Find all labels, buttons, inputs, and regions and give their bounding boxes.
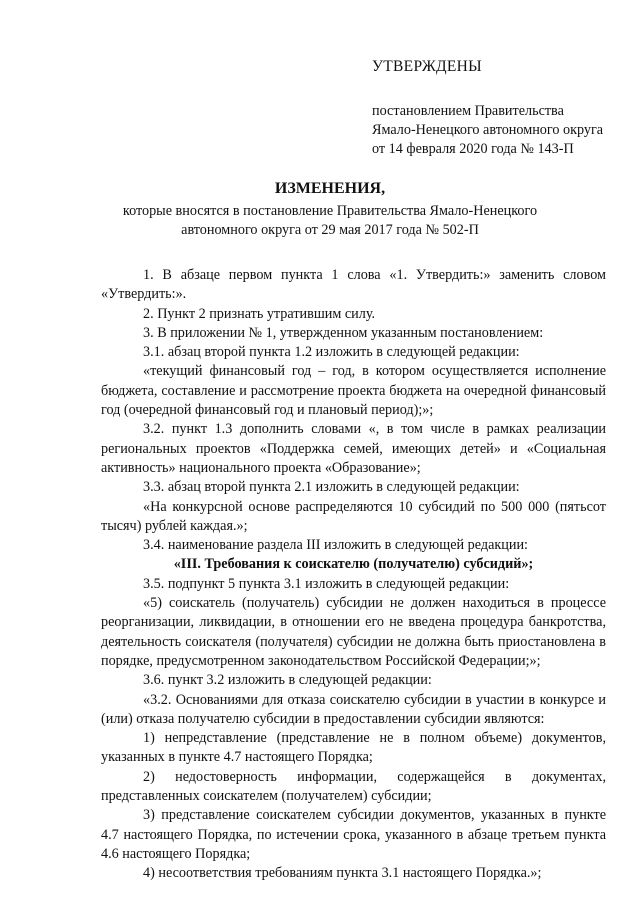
- approval-heading: УТВЕРЖДЕНЫ: [372, 58, 482, 75]
- paragraph: 3.1. абзац второй пункта 1.2 изложить в следующей редакции:: [143, 344, 520, 361]
- paragraph: 1) непредставление (представление не в полном объеме) документов, указанных в пункте 4.7 настоящего Порядка;: [101, 730, 606, 766]
- paragraph: 3) представление соискателем субсидии документов, указанных в пункте 4.7 настоящего Порядка, по истечении срока, указанного в абзаце третьем пункта 4.6 настоящего Порядка;: [101, 807, 606, 862]
- paragraph: 3.5. подпункт 5 пункта 3.1 изложить в следующей редакции:: [143, 575, 510, 592]
- paragraph: «текущий финансовый год – год, в котором осуществляется исполнение бюджета, составление и рассмотрение проекта бюджета на очередной финансовый год (очередной финансовый год и плановый период);»;: [101, 363, 606, 419]
- paragraph: 4) несоответствия требованиям пункта 3.1 настоящего Порядка.»;: [143, 865, 542, 882]
- paragraph: 2. Пункт 2 признать утратившим силу.: [143, 305, 376, 322]
- document-subtitle-line: которые вносятся в постановление Правительства Ямало-Ненецкого: [122, 203, 538, 219]
- approval-block: [372, 58, 603, 159]
- paragraph: «На конкурсной основе распределяются 10 субсидий по 500 000 (пятьсот тысяч) рублей каждая.»;: [101, 498, 606, 534]
- paragraph: 2) недостоверность информации, содержащейся в документах, представленных соискателем (получателем) субсидии;: [101, 768, 606, 805]
- document-title: ИЗМЕНЕНИЯ,: [274, 180, 386, 197]
- paragraph: 3.6. пункт 3.2 изложить в следующей редакции:: [143, 672, 432, 689]
- paragraph: 3.3. абзац второй пункта 2.1 изложить в следующей редакции:: [143, 479, 520, 496]
- document-subtitle-line: автономного округа от 29 мая 2017 года № 502-П: [181, 222, 479, 238]
- paragraph: 3.2. пункт 1.3 дополнить словами «, в том числе в рамках реализации региональных проектов «Поддержка семей, имеющих детей» и «Социальная активность» национального проекта «Образование»;: [101, 421, 606, 476]
- approval-line: от 14 февраля 2020 года № 143-П: [372, 141, 574, 157]
- paragraph: «3.2. Основаниями для отказа соискателю субсидии в участии в конкурсе и (или) отказа получателю субсидии в предоставлении субсидии являются:: [101, 691, 606, 727]
- paragraph: 3.4. наименование раздела III изложить в следующей редакции:: [143, 537, 528, 554]
- approval-line: Ямало-Ненецкого автономного округа: [372, 122, 604, 138]
- document-body: [101, 266, 606, 884]
- title-block: [100, 180, 560, 240]
- paragraph: 3. В приложении № 1, утвержденном указанным постановлением:: [143, 324, 544, 341]
- paragraph: «5) соискатель (получатель) субсидии не должен находиться в процессе реорганизации, ликвидации, в отношении его не введена процедура банкротства, деятельность соискателя (получателя) субсидии не должна быть приостановлена в порядке, предусмотренном законодательством Российской Федерации;»;: [101, 595, 606, 669]
- section-heading-paragraph: «III. Требования к соискателю (получателю) субсидий»;: [173, 556, 534, 573]
- approval-line: постановлением Правительства: [372, 103, 564, 119]
- paragraph: 1. В абзаце первом пункта 1 слова «1. Утвердить:» заменить словом «Утвердить:».: [101, 267, 606, 303]
